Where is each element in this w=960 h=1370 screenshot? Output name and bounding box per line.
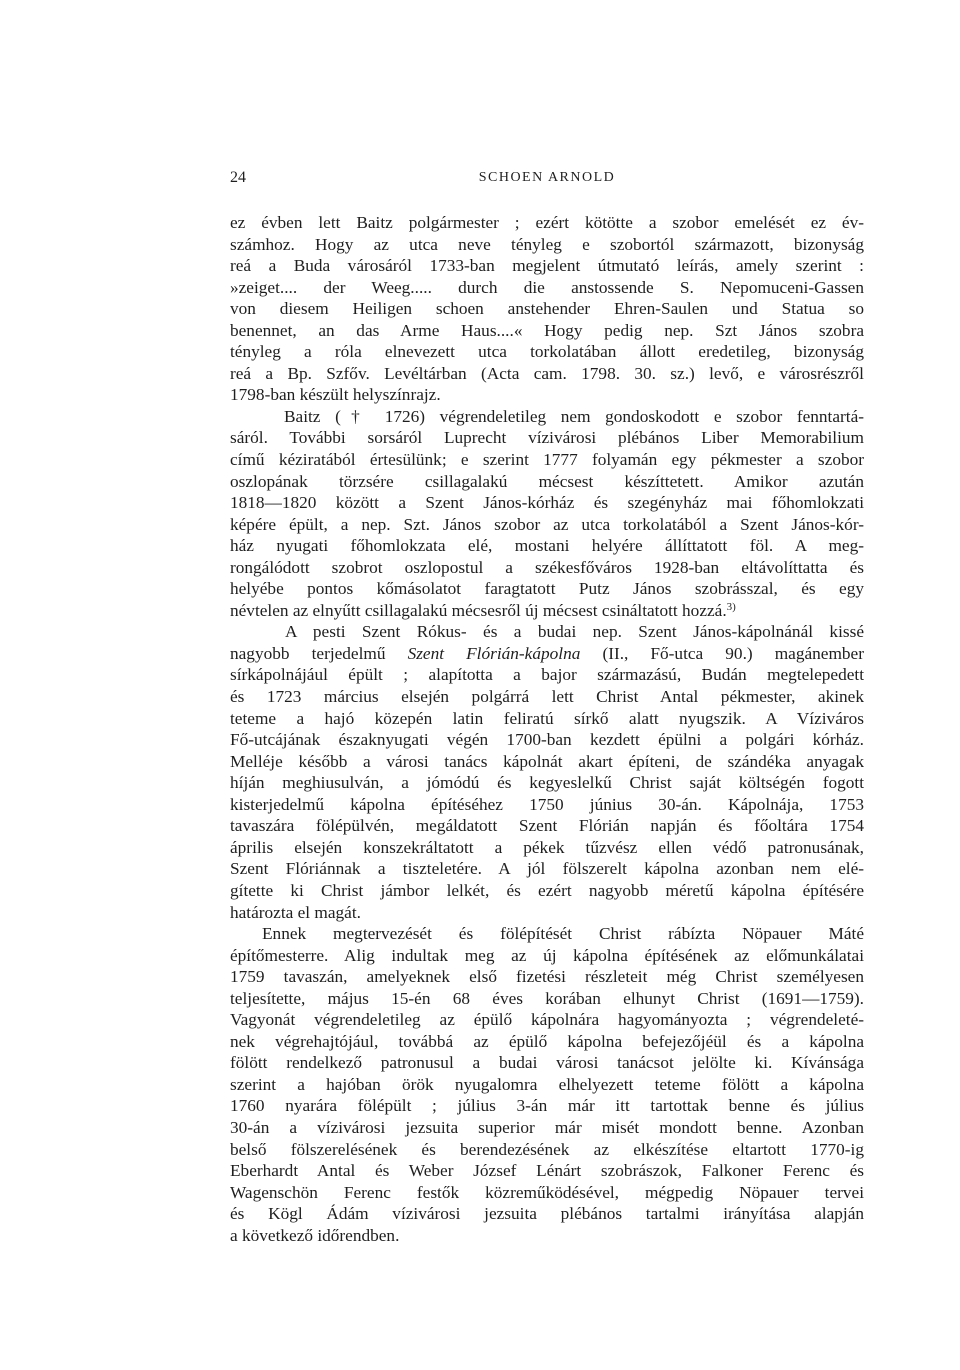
text-line: ház nyugati főhomlokzata elé, mostani helyére állíttatott föl. A meg- bbox=[230, 536, 864, 556]
running-head bbox=[230, 168, 864, 192]
text-line: tényleg a róla elnevezett utca torkolatában állott eredetileg, bizonyság bbox=[230, 342, 864, 362]
text-line: Wagenschön Ferenc festők közreműködésével, mégpedig Nöpauer tervei bbox=[230, 1182, 864, 1202]
text-line: sáról. További sorsáról Luprecht vízivárosi plébános Liber Memorabilium bbox=[230, 428, 864, 448]
text-line: Szent Flóriánnak a tiszteletére. A jól fölszerelt kápolna azonban nem elé- bbox=[230, 859, 864, 879]
text-line: Baitz († 1726) végrendeletileg nem gondoskodott e szobor fenntartá- bbox=[284, 406, 864, 426]
text-line: építőmesterre. Alig indultak meg az új kápolna építésének az előmunkálatai bbox=[230, 945, 864, 965]
page-number: 24 bbox=[230, 169, 246, 186]
text-line: képére épült, a nep. Szt. János szobor az utca torkolatából a Szent János-kór- bbox=[230, 514, 864, 534]
text-line: helyébe pontos kőmásolatot faragtatott Putz János szobrásszal, és egy bbox=[230, 579, 864, 599]
text-line: teteme a hajó közepén latin feliratú sírkő alatt nyugszik. A Víziváros bbox=[230, 708, 864, 728]
text-line: ez évben lett Baitz polgármester ; ezért kötötte a szobor emelését ez év- bbox=[230, 213, 864, 232]
text-line: számhoz. Hogy az utca neve tényleg e szobortól származott, bizonyság bbox=[230, 234, 864, 254]
text-line: április elsején konszekráltatott a pékek tűzvész ellen védő patronusának, bbox=[230, 837, 864, 857]
text-line: kisterjedelmű kápolna építéséhez 1750 június 30-án. Kápolnája, 1753 bbox=[230, 794, 864, 814]
text-line: belső fölszerelésének és berendezésének az elkészítése eltartott 1770-ig bbox=[230, 1139, 864, 1159]
text-line: és 1723 március elsején polgárrá lett Christ Antal pékmester, akinek bbox=[230, 687, 864, 707]
text-line: Vagyonát végrendeletileg az épülő kápolnára hagyományozta ; végrendeleté- bbox=[230, 1010, 864, 1030]
text-line: oszlopának törzsére csillagalakú mécsest készíttetett. Amikor azután bbox=[230, 471, 864, 491]
text-fragment: (II., Fő-utca 90.) magánember bbox=[602, 643, 864, 663]
text-line: Eberhardt Antal és Weber József Lénárt szobrászok, Falkoner Ferenc és bbox=[230, 1161, 864, 1181]
text-line: 1759 tavaszán, amelyeknek első fizetési részleteit még Christ személyesen bbox=[230, 967, 864, 987]
text-line: reá a Bp. Szfőv. Levéltárban (Acta cam. 1798. 30. sz.) levő, e városrészről bbox=[230, 363, 864, 383]
text-line: reá a Buda városáról 1733-ban megjelent útmutató leírás, amely szerint : bbox=[230, 256, 864, 276]
text-line: Ennek megtervezését és fölépítését Christ rábízta Nöpauer Máté bbox=[262, 924, 864, 944]
footnote-reference: 3) bbox=[726, 600, 736, 613]
italic-title: Szent Flórián-kápolna bbox=[407, 643, 581, 663]
text-line: von diesem Heiligen schoen anstehender Ehren-Saulen und Statua so bbox=[230, 299, 864, 319]
body-text bbox=[230, 212, 864, 1246]
text-line: szerint a hajóban örök nyugalomra elhelyezett teteme fölött a kápolna bbox=[230, 1074, 864, 1094]
text-line: határozta el magát. bbox=[230, 902, 361, 922]
text-line: a következő időrendben. bbox=[230, 1225, 400, 1245]
text-line: rongálódott szobrot oszlopostul a székesfőváros 1928-ban eltávolíttatta és bbox=[230, 557, 864, 577]
text-line: és Kögl Ádám vízivárosi jezsuita plébános tartalmi irányítása alapján bbox=[230, 1204, 864, 1224]
text-line: fölött rendelkező patronusul a budai városi tanácsot jelölte ki. Kívánsága bbox=[230, 1053, 864, 1073]
text-line: benennet, an das Arme Haus....« Hogy pedig nep. Szt János szobra bbox=[230, 320, 864, 340]
text-line: nek végrehajtójául, továbbá az épülő kápolna befejezőjéül és a kápolna bbox=[230, 1031, 864, 1051]
text-line: »zeiget.... der Weeg..... durch die anstossende S. Nepomuceni-Gassen bbox=[230, 277, 864, 297]
text-fragment: névtelen az elnyűtt csillagalakú mécsesről új mécsest csináltatott hozzá. bbox=[230, 600, 727, 620]
text-fragment: nagyobb terjedelmű bbox=[230, 643, 386, 663]
text-line: tavaszára fölépülvén, megáldatott Szent Flórián napján és főoltára 1754 bbox=[230, 816, 864, 836]
text-line bbox=[230, 600, 864, 622]
text-line: gítette ki Christ jámbor lelkét, és ezért nagyobb méretű kápolna építésére bbox=[230, 880, 864, 900]
text-line: sírkápolnájául épült ; alapította a bajor származású, Budán megtelepedett bbox=[230, 665, 864, 685]
text-line: 1760 nyarára fölépült ; július 3-án már itt tartottak benne és július bbox=[230, 1096, 864, 1116]
text-line: Melléje később a városi tanács kápolnát akart építeni, de szándéka anyagak bbox=[230, 751, 864, 771]
text-line: híján meghiusulván, a jómódú és kegyeslelkű Christ saját költségén fogott bbox=[230, 773, 864, 793]
text-line: 1798-ban készült helyszínrajz. bbox=[230, 385, 441, 405]
text-line: 30-án a vízivárosi jezsuita superior már misét mondott benne. Azonban bbox=[230, 1117, 864, 1137]
running-title: SCHOEN ARNOLD bbox=[478, 170, 616, 185]
text-line: A pesti Szent Rókus- és a budai nep. Szent János-kápolnánál kissé bbox=[285, 622, 864, 642]
text-line: teljesítette, május 15-én 68 éves korában elhunyt Christ (1691—1759). bbox=[230, 988, 864, 1008]
text-line bbox=[230, 643, 864, 665]
text-line: Fő-utcájának északnyugati végén 1700-ban kezdett épülni a polgári kórház. bbox=[230, 730, 864, 750]
text-line: című kéziratából értesülünk; e szerint 1777 folyamán egy pékmester a szobor bbox=[230, 450, 864, 470]
text-line: 1818—1820 között a Szent János-kórház és szegényház mai főhomlokzati bbox=[230, 493, 864, 513]
